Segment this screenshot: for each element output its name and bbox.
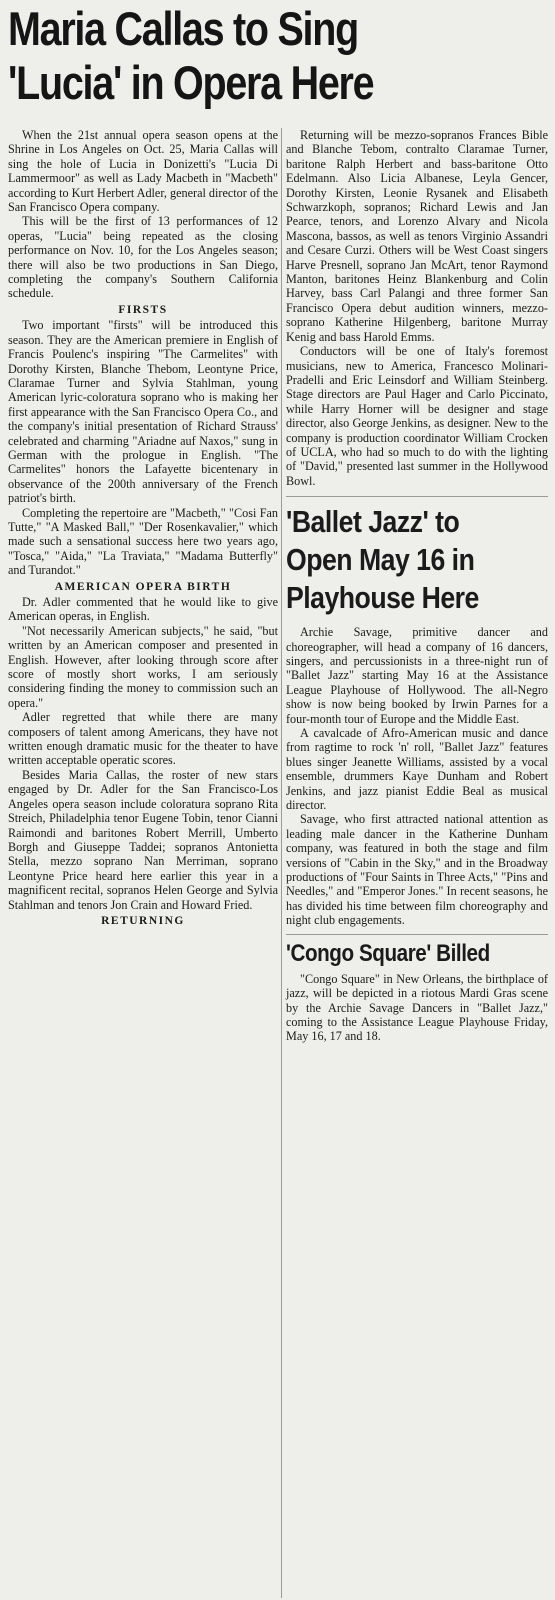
ballet-jazz-headline-line1: 'Ballet Jazz' to (286, 504, 460, 540)
callas-paragraph-10: Conductors will be one of Italy's foremost musicians, new to America, Francesco Molinari-Pradelli and Eric Leinsdorf and William Steinberg. Stage directors are Paul Hager and Carlo Piccinato, while Harry Horner will be designer and stage director, also George Jenkins, as designer. New to the company is production coordinator William Crocken of UCLA, who had so much to do with the lighting of "David," presented last summer in the Hollywood Bowl. (286, 344, 548, 488)
ballet-jazz-headline (286, 503, 511, 619)
callas-article-left-column (8, 128, 278, 929)
callas-paragraph-1: When the 21st annual opera season opens at the Shrine in Los Angeles on Oct. 25, Maria Callas will sing the hole of Lucia in Donizetti's "Lucia Di Lammermoor" as well as Lady Macbeth in "Macbeth" according to Kurt Herbert Adler, general director of the San Francisco Opera company. (8, 128, 278, 215)
callas-paragraph-9: Returning will be mezzo-sopranos Frances Bible and Blanche Tebom, contralto Claramae Turner, baritone Ralph Herbert and bass-baritone Otto Edelmann. Also Licia Albanese, Leyla Gencer, Dorothy Kirsten, Leonie Rysanek and Elisabeth Schwarzkoph, sopranos; Richard Lewis and Jan Pearce, tenors, and Lorenzo Alvary and Nicola Mascona, bassos, as well as tenors Virginio Assandri and Cesare Curzi. Others will be West Coast singers Harve Presnell, soprano Jan McArt, tenor Raymond Manton, baritones Heinz Blankenburg and Colin Harvey, bass Carl Palangi and three former San Francisco Opera debut audition winners, mezzo-soprano Katherine Hilgenberg, baritone Murray Kenig and bass Harold Emms. (286, 128, 548, 344)
ballet-jazz-headline-line2: Open May 16 in (286, 542, 475, 578)
right-column (286, 128, 548, 1044)
callas-paragraph-3: Two important "firsts" will be introduced this season. They are the American premiere in English of Francis Poulenc's inspiring "The Carmelites" with Dorothy Kirsten, Blanche Thebom, Leontyne Price, Claramae Turner and Sylvia Stahlman, young American lyric-coloratura soprano who is making her first appearance with the San Francisco Opera Co., and the company's initial presentation of Richard Strauss' celebrated and charming "Ariadne auf Naxos," sung in German with the prologue in English. "The Carmelites" honors the Lafayette bicentenary in observance of the 200th anniversary of the French patriot's birth. (8, 318, 278, 506)
ballet-jazz-paragraph-2: A cavalcade of Afro-American music and dance from ragtime to rock 'n' roll, "Ballet Jazz" features blues singer Jeanette Williams, assisted by a vocal ensemble, drummers Kaye Dunham and Robert Jenkins, and jazz pianist Eddie Beal as musical director. (286, 726, 548, 813)
subhead-firsts: FIRSTS (118, 303, 168, 316)
subhead-american-opera-birth: AMERICAN OPERA BIRTH (54, 580, 232, 593)
callas-paragraph-6: "Not necessarily American subjects," he said, "but written by an American composer and presented in English. However, after looking through score after score of mostly short works, I am seriously considering finding the money to commission such an opera." (8, 623, 278, 710)
subhead-returning: RETURNING (101, 914, 185, 927)
callas-headline-line2: 'Lucia' in Opera Here (8, 56, 374, 109)
ballet-jazz-headline-line3: Playhouse Here (286, 580, 479, 616)
callas-paragraph-2: This will be the first of 13 performances of 12 operas, "Lucia" being repeated as the closing performance on Nov. 10, for the Los Angeles season; there will also be two productions in San Diego, completing the company's Southern California schedule. (8, 214, 278, 301)
callas-headline-line1: Maria Callas to Sing (8, 2, 358, 55)
ballet-jazz-paragraph-1: Archie Savage, primitive dancer and choreographer, will head a company of 16 dancers, singers, and percussionists in a three-night run of "Ballet Jazz" starting May 16 at the Assistance League Playhouse of Hollywood. The all-Negro show is now being booked by Irwin Parnes for a four-month tour of Europe and the Middle East. (286, 625, 548, 726)
column-divider (281, 128, 282, 1598)
callas-paragraph-7: Adler regretted that while there are many composers of talent among Americans, they have not written enough dramatic music for the theater to have written acceptable operatic scores. (8, 710, 278, 768)
callas-paragraph-5: Dr. Adler commented that he would like to give American operas, in English. (8, 595, 278, 624)
ballet-jazz-paragraph-3: Savage, who first attracted national attention as leading male dancer in the Katherine Dunham company, was featured in both the stage and film versions of "Cabin in the Sky," and in the Broadway productions of "Four Saints in Three Acts," "Pins and Needles," and "Emperor Jones." In recent seasons, he has divided his time between film choreography and night club engagements. (286, 812, 548, 928)
callas-headline (8, 2, 462, 110)
callas-paragraph-4: Completing the repertoire are "Macbeth," "Cosi Fan Tutte," "A Masked Ball," "Der Rosenkavalier," which made such a sensational success here two years ago, "Tosca," "Aida," "La Traviata," "Madama Butterfly" and Turandot." (8, 505, 278, 578)
congo-square-headline: 'Congo Square' Billed (286, 939, 490, 967)
article-separator-2 (286, 934, 548, 935)
callas-paragraph-8: Besides Maria Callas, the roster of new stars engaged by Dr. Adler for the San Francisco-Los Angeles opera season include coloratura soprano Rita Streich, Philadelphia tenor Eugene Tobin, tenor Cianni Raimondi and baritones Robert Merrill, Umberto Borgh and Giuseppe Taddei; sopranos Antonietta Stella, mezzo soprano Nan Merriman, soprano Leontyne Price heard here earlier this year in a magnificent recital, sopranos Helen George and Sylvia Stahlman and tenors Jon Crain and Howard Fried. (8, 767, 278, 912)
article-separator-1 (286, 496, 548, 497)
congo-square-paragraph: "Congo Square" in New Orleans, the birthplace of jazz, will be depicted in a riotous Mardi Gras scene by the Archie Savage Dancers in "Ballet Jazz," coming to the Assistance League Playhouse Friday, May 16, 17 and 18. (286, 971, 548, 1044)
